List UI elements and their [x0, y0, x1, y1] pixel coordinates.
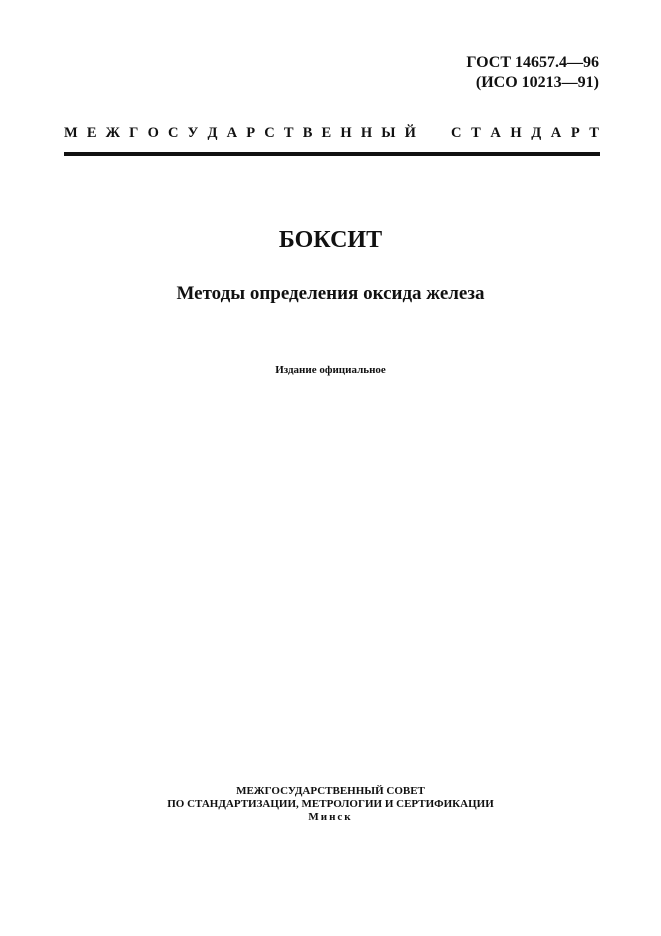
banner-letter: Г: [129, 125, 139, 141]
document-title: БОКСИТ: [278, 227, 383, 253]
banner-letter: Н: [340, 125, 352, 141]
banner-letter: Т: [471, 125, 481, 141]
publisher-line-2: ПО СТАНДАРТИЗАЦИИ, МЕТРОЛОГИИ И СЕРТИФИКАЦИИ: [167, 798, 494, 810]
banner-letter: Р: [570, 125, 580, 141]
document-subtitle: Методы определения оксида железа: [176, 283, 485, 304]
banner-letter: В: [302, 125, 313, 141]
standard-type-banner: [64, 124, 599, 142]
banner-letter: Е: [86, 125, 97, 141]
publisher-city: Минск: [308, 811, 353, 823]
banner-letter: С: [451, 125, 462, 141]
banner-letter: Ы: [381, 125, 396, 141]
banner-letter: А: [226, 125, 238, 141]
banner-word-standard: [451, 124, 599, 142]
banner-letter: Т: [589, 125, 599, 141]
banner-letter: Н: [360, 125, 373, 141]
banner-letter: С: [168, 125, 179, 141]
banner-letter: Д: [207, 125, 218, 141]
banner-letter: У: [187, 125, 199, 141]
banner-letter: А: [490, 125, 501, 141]
banner-letter: Ж: [105, 125, 121, 141]
banner-letter: Р: [246, 125, 256, 141]
header-rule: [64, 152, 600, 156]
edition-note: Издание официальное: [275, 364, 386, 376]
banner-letter: Й: [404, 125, 416, 141]
publisher-block: [0, 785, 661, 824]
banner-letter: Н: [510, 125, 522, 141]
publisher-line-1: МЕЖГОСУДАРСТВЕННЫЙ СОВЕТ: [236, 785, 425, 797]
banner-letter: М: [64, 125, 78, 141]
standard-designation: [466, 53, 599, 93]
banner-letter: С: [264, 125, 275, 141]
iso-number: (ИСО 10213—91): [475, 74, 599, 91]
banner-letter: Е: [321, 125, 332, 141]
banner-letter: Т: [283, 125, 294, 141]
banner-letter: А: [550, 125, 562, 141]
banner-letter: Д: [531, 125, 542, 141]
banner-word-interstate: [64, 124, 416, 142]
banner-letter: О: [147, 125, 159, 141]
gost-number: ГОСТ 14657.4—96: [466, 54, 599, 71]
